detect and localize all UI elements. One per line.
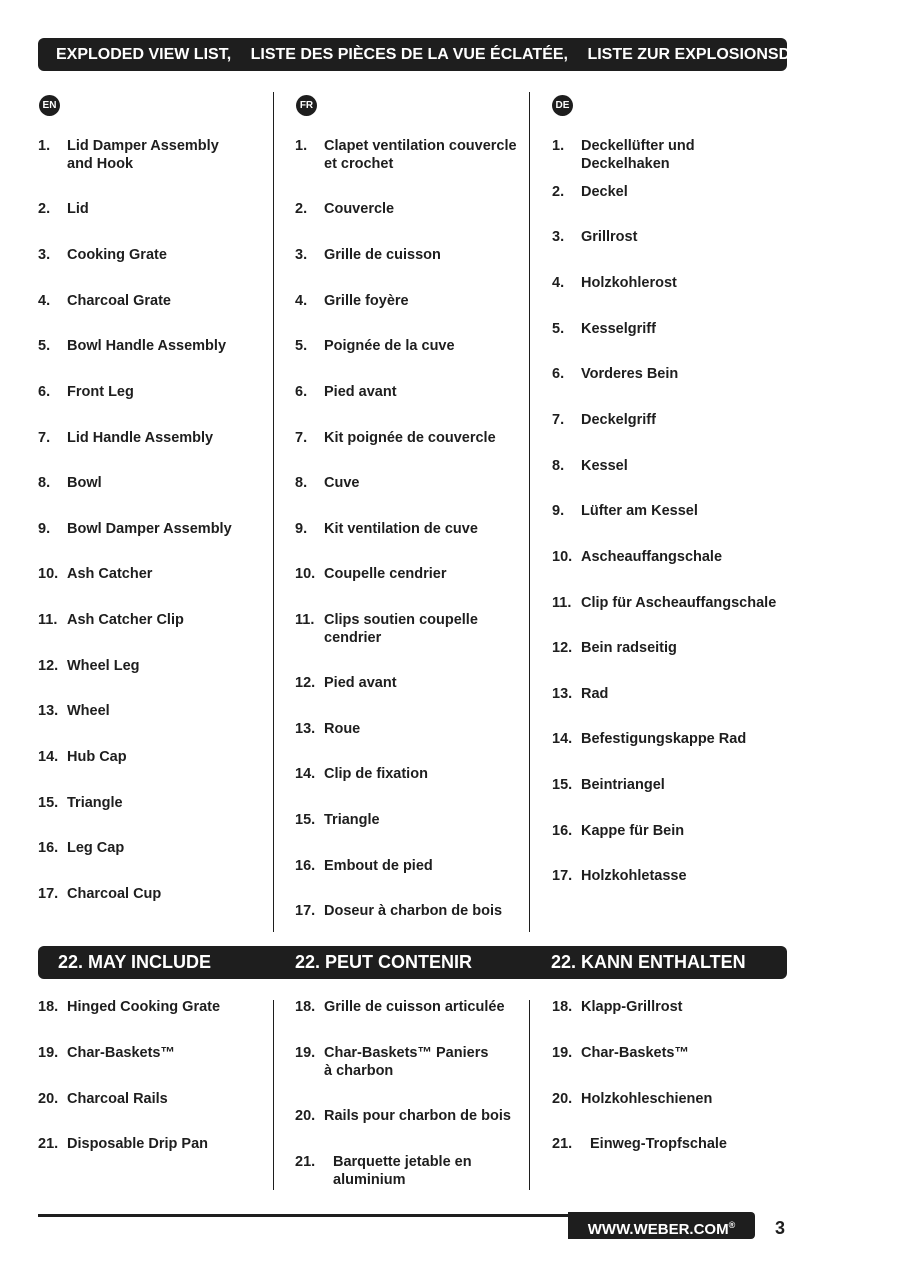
column-divider [273,1000,274,1190]
list-item [38,474,102,492]
item-number: 8. [552,458,565,474]
header-title-de: LISTE ZUR EXPLOSIONSDARSTELLUNG [587,46,900,63]
item-label: Rails pour charbon de bois [324,1108,511,1124]
item-number: 17. [38,886,59,902]
item-number: 10. [38,566,59,582]
list-item [295,811,380,829]
item-number: 8. [38,475,51,491]
item-label: Char-Baskets™ [67,1045,175,1061]
list-item [295,337,455,355]
list-item [295,474,359,492]
item-number: 2. [295,201,308,217]
item-number: 15. [552,777,573,793]
item-label: Grille de cuisson [324,247,441,263]
item-number: 17. [552,868,573,884]
item-label: Leg Cap [67,840,125,856]
item-number: 19. [295,1045,316,1061]
list-item [552,730,746,748]
list-item [38,520,232,538]
item-label: Clip de fixation [324,766,428,782]
list-item [295,1044,488,1080]
item-number: 12. [295,675,316,691]
item-label: Triangle [324,812,380,828]
list-item [38,1044,175,1062]
item-number: 16. [552,823,573,839]
item-number: 11. [295,612,315,628]
item-label: Deckel [581,184,628,200]
item-label: Disposable Drip Pan [67,1136,209,1152]
item-label: Char-Baskets™ Paniers à charbon [324,1045,489,1079]
item-label: Wheel Leg [67,658,140,674]
item-label: Vorderes Bein [581,366,679,382]
item-label: Front Leg [67,384,134,400]
list-item [295,246,441,264]
item-number: 16. [295,858,316,874]
item-label: Clips soutien coupelle cendrier [324,612,478,646]
list-item [38,383,134,401]
item-label: Pied avant [324,675,397,691]
item-label: Clip für Ascheauffangschale [581,595,777,611]
item-label: Kit ventilation de cuve [324,521,478,537]
page-number: 3 [775,1218,786,1238]
item-label: Lid [67,201,89,217]
list-item [552,1044,689,1062]
list-item [295,674,397,692]
item-number: 10. [295,566,316,582]
item-label: Cuve [324,475,360,491]
website-link[interactable] [568,1212,755,1239]
item-number: 3. [38,247,51,263]
item-number: 19. [38,1045,59,1061]
item-number: 17. [295,903,316,919]
list-item [552,594,776,612]
list-item [38,1135,208,1153]
item-number: 16. [38,840,59,856]
may-include-title-de: 22. KANN ENTHALTEN [551,952,746,972]
item-label: Lid Handle Assembly [67,430,214,446]
column-divider [529,92,530,932]
item-number: 18. [38,999,59,1015]
item-label: Hinged Cooking Grate [67,999,221,1015]
item-label: Roue [324,721,361,737]
list-item [295,1107,511,1125]
item-number: 4. [295,293,308,309]
item-number: 13. [38,703,59,719]
list-item [38,337,226,355]
language-badge-fr: FR [296,95,317,116]
item-label: Lid Damper Assembly and Hook [67,138,219,172]
list-item [295,720,360,738]
language-badge-de: DE [552,95,573,116]
list-item [295,137,517,173]
item-number: 2. [38,201,51,217]
item-label: Kessel [581,458,628,474]
item-label: Befestigungskappe Rad [581,731,747,747]
list-item [38,657,140,675]
list-item [552,411,656,429]
item-number: 14. [552,731,573,747]
item-number: 9. [552,503,565,519]
list-item [38,998,220,1016]
list-item [552,274,677,292]
item-label: Couvercle [324,201,395,217]
list-item [552,867,687,885]
column-divider [273,92,274,932]
item-number: 20. [552,1091,573,1107]
may-include-title-fr: 22. PEUT CONTENIR [295,952,473,972]
item-number: 14. [295,766,316,782]
item-number: 19. [552,1045,573,1061]
item-number: 21. [295,1154,316,1170]
item-label: Deckellüfter und Deckelhaken [581,138,695,172]
may-include-title-en: 22. MAY INCLUDE [58,952,212,972]
list-item [38,246,167,264]
item-number: 9. [295,521,308,537]
item-label: Charcoal Rails [67,1091,168,1107]
item-label: Char-Baskets™ [581,1045,689,1061]
list-item [295,200,394,218]
list-item [38,292,171,310]
list-item [38,702,110,720]
list-item [38,429,213,447]
list-item [552,776,665,794]
item-number: 9. [38,521,51,537]
item-number: 7. [38,430,51,446]
registered-mark: ® [728,1220,736,1230]
may-include-bar [38,946,787,979]
item-label: Ash Catcher [67,566,153,582]
item-label: Lüfter am Kessel [581,503,698,519]
item-number: 5. [38,338,51,354]
list-item [38,748,127,766]
item-number: 12. [38,658,59,674]
item-label: Bein radseitig [581,640,677,656]
list-item [295,520,478,538]
list-item [38,137,219,173]
item-label: Rad [581,686,609,702]
item-label: Grille foyère [324,293,409,309]
list-item [552,183,628,201]
list-item [552,1090,712,1108]
list-item [552,137,787,173]
list-item [38,200,89,218]
item-label: Ascheauffangschale [581,549,723,565]
list-item [295,292,409,310]
item-number: 2. [552,184,565,200]
item-number: 10. [552,549,573,565]
item-label: Charcoal Cup [67,886,162,902]
item-label: Wheel [67,703,110,719]
item-label: Deckelgriff [581,412,656,428]
item-label: Bowl Damper Assembly [67,521,232,537]
item-label: Triangle [67,795,123,811]
item-label: Pied avant [324,384,397,400]
item-label: Barquette jetable en aluminium [333,1154,472,1188]
list-item [552,365,678,383]
list-item [552,548,722,566]
list-item [38,839,124,857]
item-number: 7. [552,412,565,428]
item-number: 7. [295,430,308,446]
header-title-en: EXPLODED VIEW LIST, [56,46,232,63]
item-number: 11. [38,612,58,628]
language-badge-en: EN [39,95,60,116]
item-number: 3. [295,247,308,263]
item-number: 11. [552,595,572,611]
website-text: WWW.WEBER.COM [587,1221,729,1238]
item-number: 13. [295,721,316,737]
item-number: 20. [295,1108,316,1124]
item-number: 6. [552,366,565,382]
item-number: 21. [552,1136,573,1152]
item-label: Beintriangel [581,777,665,793]
list-item [552,1135,727,1153]
list-item [552,822,684,840]
item-label: Grillrost [581,229,638,245]
list-item [552,502,698,520]
item-number: 20. [38,1091,59,1107]
list-item [552,457,628,475]
item-number: 1. [552,138,565,154]
list-item [38,885,161,903]
list-item [38,611,184,629]
item-label: Holzkohlerost [581,275,677,291]
item-number: 5. [295,338,308,354]
list-item [552,998,683,1016]
item-number: 8. [295,475,308,491]
column-divider [529,1000,530,1190]
item-label: Ash Catcher Clip [67,612,184,628]
list-item [38,1090,168,1108]
list-item [295,857,433,875]
item-number: 5. [552,321,565,337]
list-item [295,565,446,583]
item-label: Charcoal Grate [67,293,171,309]
item-number: 13. [552,686,573,702]
list-item [295,998,505,1016]
item-label: Embout de pied [324,858,433,874]
item-label: Klapp-Grillrost [581,999,683,1015]
item-number: 4. [552,275,565,291]
item-label: Clapet ventilation couvercle et crochet [324,138,517,172]
section-header-bar [38,38,900,71]
item-label: Bowl Handle Assembly [67,338,227,354]
footer-rule [38,1214,568,1217]
item-label: Holzkohletasse [581,868,687,884]
item-number: 6. [295,384,308,400]
list-item [295,611,478,647]
item-number: 1. [295,138,308,154]
item-label: Kesselgriff [581,321,656,337]
list-item [38,565,152,583]
item-label: Bowl [67,475,102,491]
item-number: 4. [38,293,51,309]
list-item [38,794,123,812]
item-label: Poignée de la cuve [324,338,455,354]
list-item [295,765,428,783]
item-number: 18. [552,999,573,1015]
list-item [552,228,637,246]
list-item [552,320,656,338]
item-label: Kit poignée de couvercle [324,430,496,446]
item-number: 21. [38,1136,59,1152]
item-number: 14. [38,749,59,765]
item-label: Hub Cap [67,749,127,765]
item-number: 3. [552,229,565,245]
item-label: Cooking Grate [67,247,167,263]
item-number: 6. [38,384,51,400]
item-number: 12. [552,640,573,656]
list-item [295,429,496,447]
list-item [295,1153,472,1189]
header-title-fr: LISTE DES PIÈCES DE LA VUE ÉCLATÉE, [250,46,568,63]
item-number: 15. [38,795,59,811]
item-label: Holzkohleschienen [581,1091,713,1107]
item-label: Grille de cuisson articulée [324,999,505,1015]
list-item [552,639,677,657]
item-number: 1. [38,138,51,154]
list-item [295,902,502,920]
item-label: Coupelle cendrier [324,566,447,582]
item-number: 18. [295,999,316,1015]
list-item [295,383,397,401]
item-label: Doseur à charbon de bois [324,903,503,919]
item-number: 15. [295,812,316,828]
list-item [552,685,608,703]
item-label: Einweg-Tropfschale [590,1136,727,1152]
item-label: Kappe für Bein [581,823,685,839]
